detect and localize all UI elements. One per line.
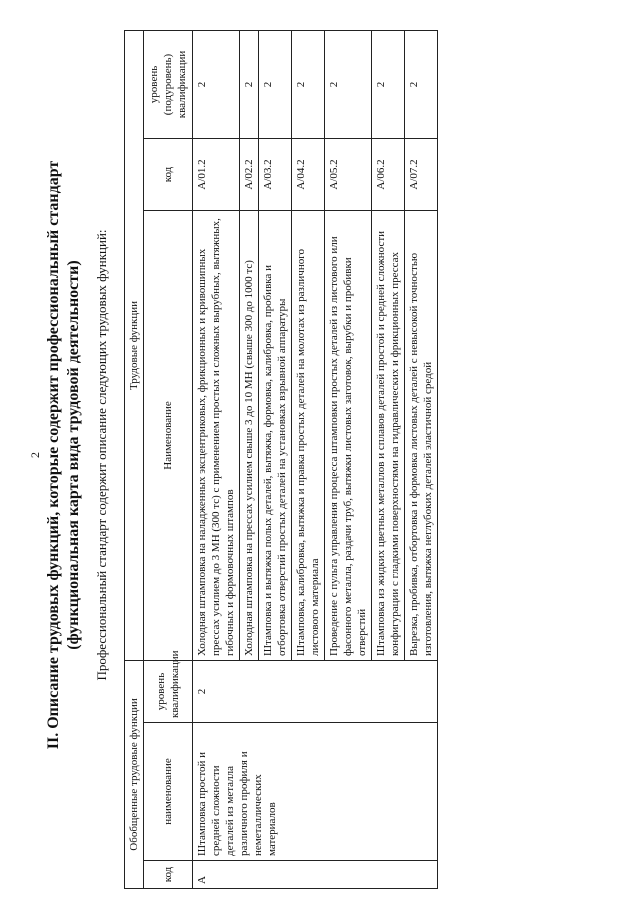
tf-code-cell: А/04.2 <box>292 138 325 210</box>
tf-name-cell: Холодная штамповка на наладженных эксцентриковых, фрикционных и кривошипных прессах усилием до 3 МН (300 тс) с применением простых и сложных вырубных, вытяжных, гибочных и формовочных штампов <box>193 210 240 660</box>
tf-code-cell: А/01.2 <box>193 138 240 210</box>
gen-level-header: уровень квалификации <box>144 660 193 722</box>
tf-level-cell: 2 <box>372 30 405 138</box>
gen-level-cell: 2 <box>193 660 438 722</box>
heading-line-2: (функциональная карта вида трудовой деятельности) <box>65 260 82 650</box>
tf-level-cell: 2 <box>325 30 372 138</box>
tf-level-header: уровень (подуровень) квалификации <box>144 30 193 138</box>
tf-name-cell: Штамповка, калибровка, вытяжка и правка простых деталей на молотах из различного листового материала <box>292 210 325 660</box>
gen-code-cell: А <box>193 861 438 889</box>
labor-functions-header: Трудовые функции <box>125 30 144 660</box>
heading-line-1: II. Описание трудовых функций, которые содержит профессиональный стандарт <box>45 160 62 750</box>
table-row <box>193 30 240 888</box>
tf-name-cell: Холодная штамповка на прессах усилием свыше 3 до 10 МН (свыше 300 до 1000 тс) <box>240 210 259 660</box>
tf-name-cell: Проведение с пульта управления процесса штамповки простых деталей из листового или фасонного металла, раздачи труб, вытяжки листовых заготовок, вырубки и пробивки отверстий <box>325 210 372 660</box>
tf-level-cell: 2 <box>240 30 259 138</box>
tf-code-header: код <box>144 138 193 210</box>
tf-code-cell: А/06.2 <box>372 138 405 210</box>
gen-name-cell: Штамповка простой и средней сложности деталей из металла различного профиля и неметаллических материалов <box>193 723 438 861</box>
tf-code-cell: А/05.2 <box>325 138 372 210</box>
tf-name-cell: Штамповка из жидких цветных металлов и сплавов деталей простой и средней сложности конфигурации с гладкими поверхностями на гидравлических и фрикционных прессах <box>372 210 405 660</box>
page-number: 2 <box>28 452 42 458</box>
tf-code-cell: А/02.2 <box>240 138 259 210</box>
generalized-functions-header: Обобщенные трудовые функции <box>125 660 144 888</box>
intro-text: Профессиональный стандарт содержит описание следующих трудовых функций: <box>94 229 109 681</box>
section-heading <box>44 45 84 865</box>
functions-table <box>124 30 438 889</box>
tf-name-header: Наименование <box>144 210 193 660</box>
gen-name-header: наименование <box>144 723 193 861</box>
tf-level-cell: 2 <box>259 30 292 138</box>
tf-code-cell: А/07.2 <box>405 138 438 210</box>
tf-code-cell: А/03.2 <box>259 138 292 210</box>
tf-name-cell: Штамповка и вытяжка полых деталей, вытяжка, формовка, калибровка, пробивка и отбортовка отверстий простых деталей на установках взрывной аппаратуры <box>259 210 292 660</box>
tf-level-cell: 2 <box>405 30 438 138</box>
tf-level-cell: 2 <box>193 30 240 138</box>
gen-code-header: код <box>144 861 193 889</box>
tf-level-cell: 2 <box>292 30 325 138</box>
tf-name-cell: Вырезка, пробивка, отбортовка и формовка листовых деталей с невысокой точностью изготовления, вытяжка неглубоких деталей эластичной средой <box>405 210 438 660</box>
